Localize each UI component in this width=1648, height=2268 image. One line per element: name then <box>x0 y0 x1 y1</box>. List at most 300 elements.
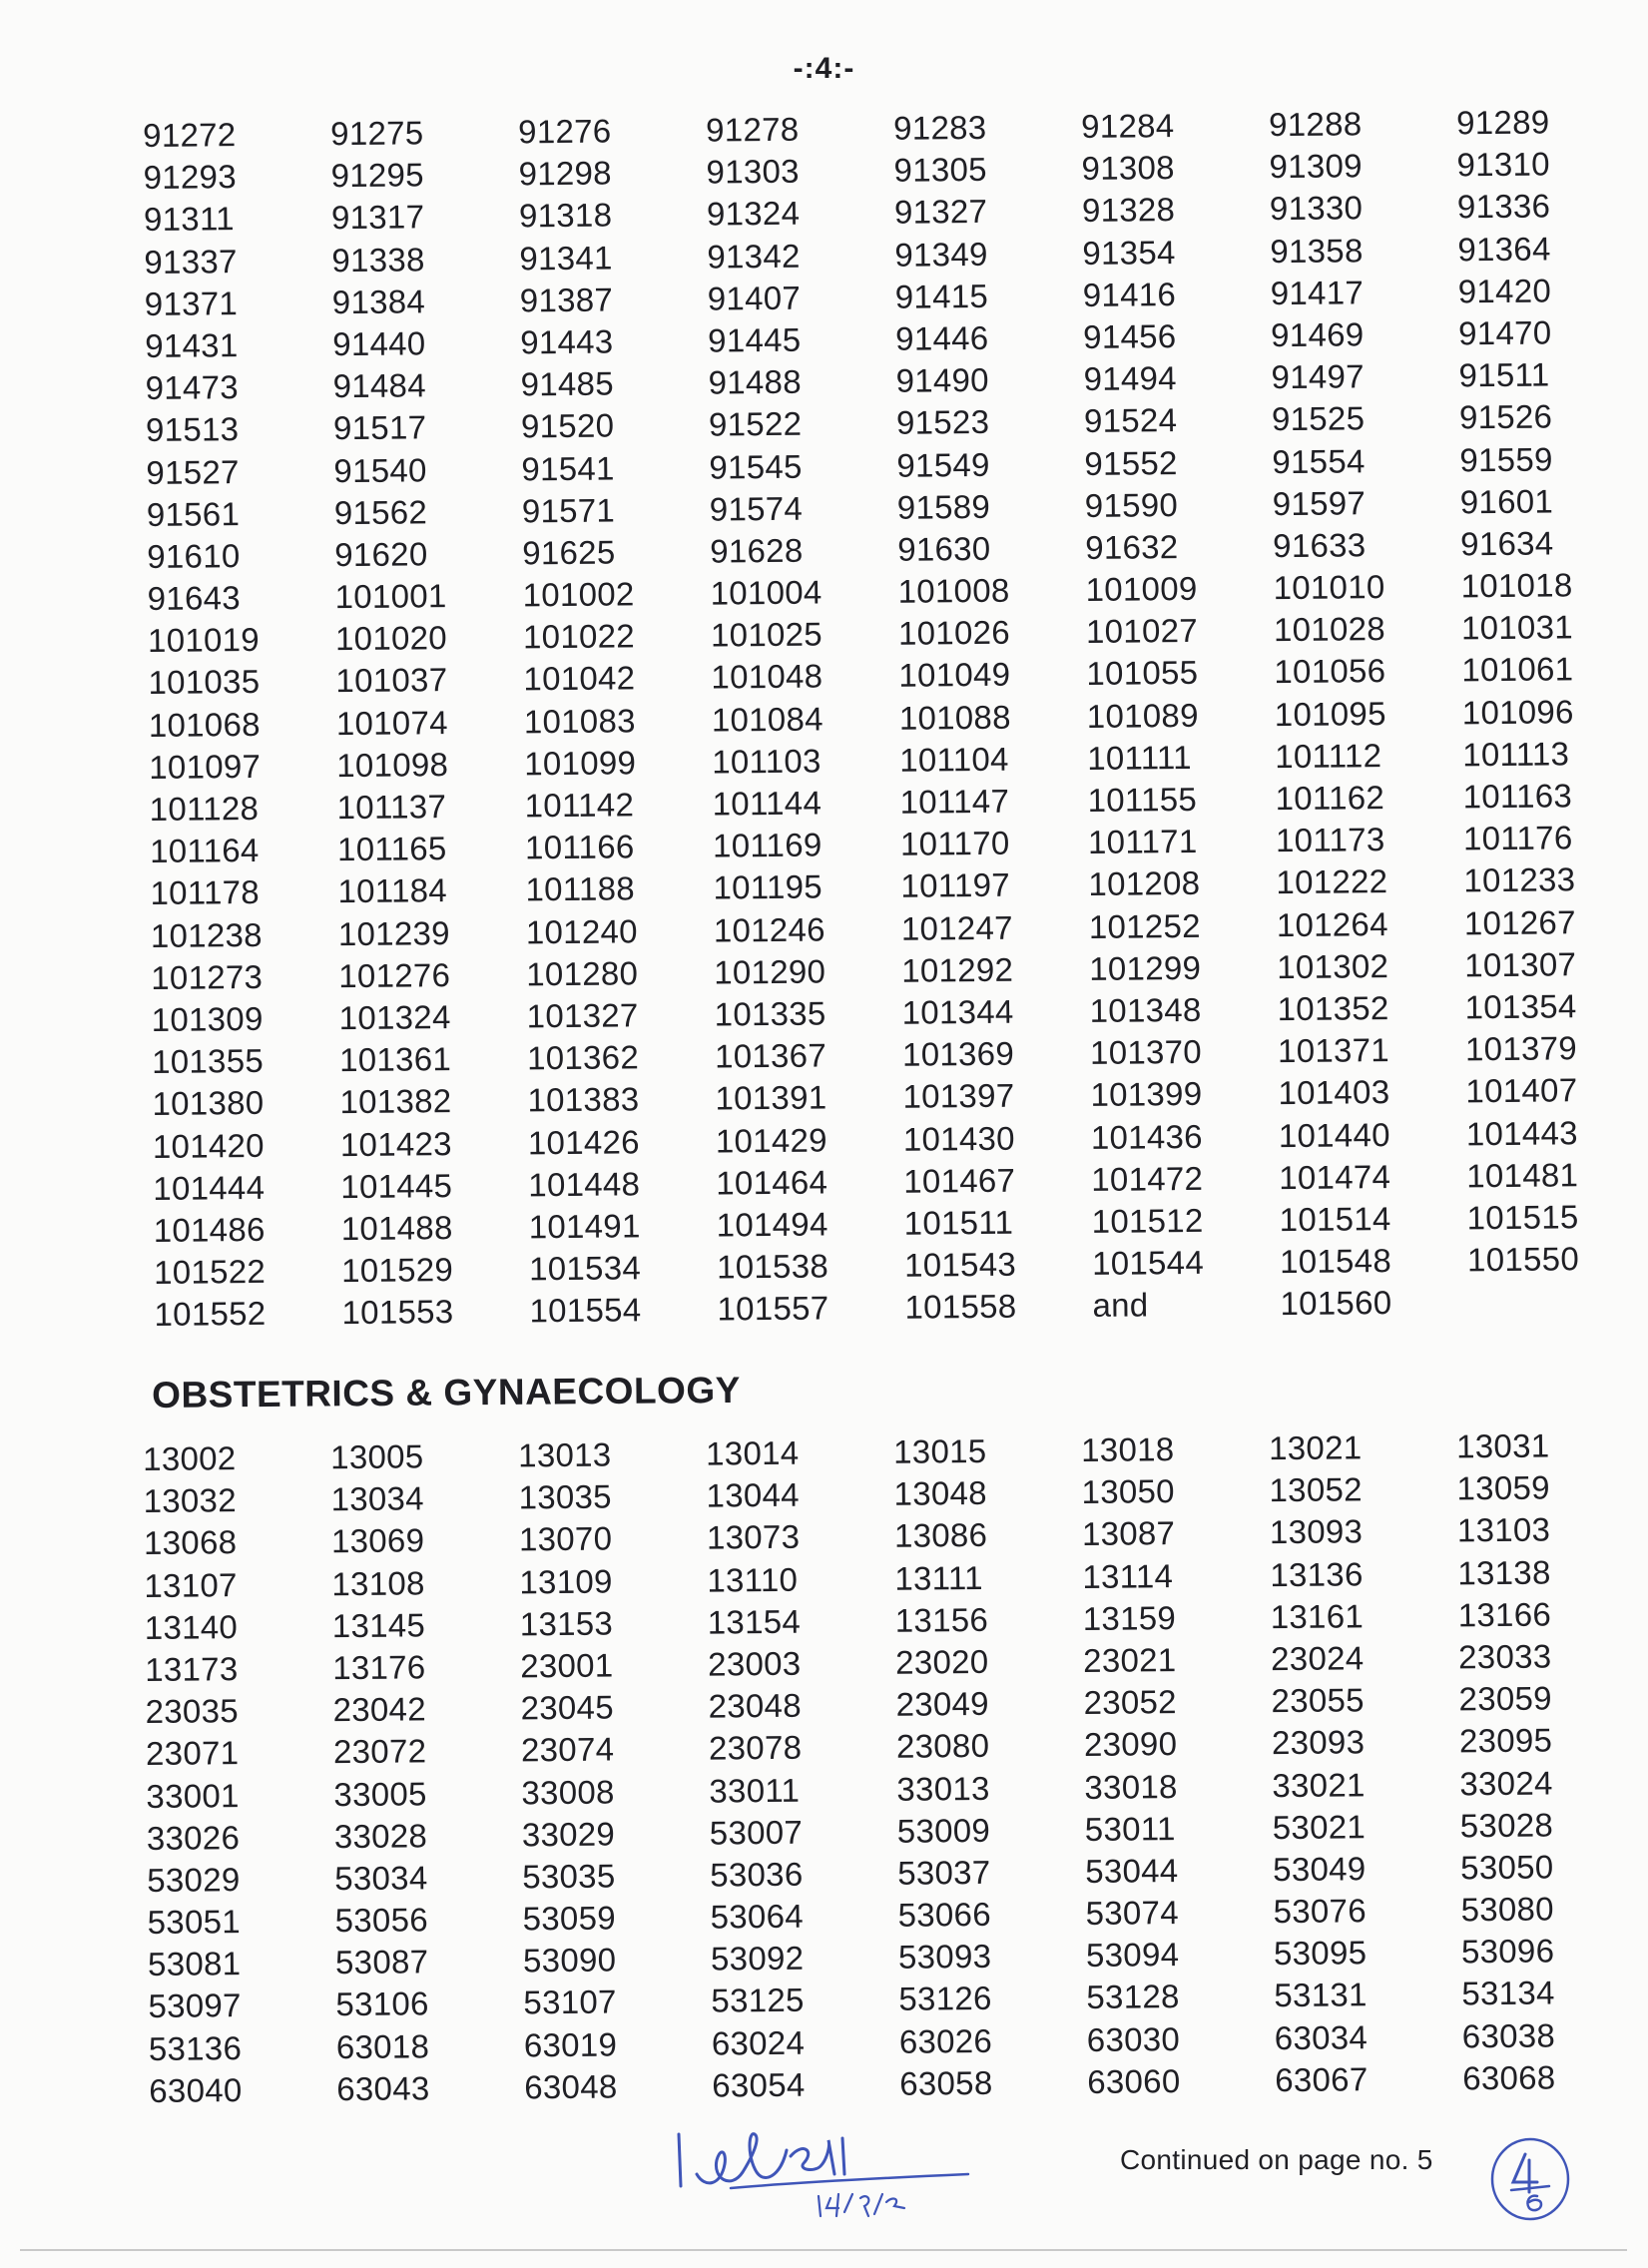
roll-number: 91590 <box>1084 485 1179 524</box>
roll-number: 101098 <box>336 745 449 784</box>
roll-number <box>1467 1280 1648 1324</box>
roll-number: 91415 <box>894 277 989 315</box>
roll-number: 53049 <box>1273 1850 1367 1889</box>
roll-number: 101084 <box>711 700 824 739</box>
roll-number: 101022 <box>522 617 636 656</box>
roll-number: 23078 <box>708 1728 803 1767</box>
roll-number: 101558 <box>904 1287 1017 1326</box>
roll-number: 91488 <box>708 362 803 401</box>
roll-number: 101391 <box>715 1078 827 1117</box>
roll-number: 13044 <box>706 1475 801 1514</box>
roll-number: 53074 <box>1085 1894 1180 1933</box>
roll-number: 91559 <box>1459 439 1553 478</box>
roll-number: 91490 <box>895 360 990 399</box>
roll-number: 101436 <box>1090 1117 1203 1156</box>
roll-number: 53126 <box>898 1980 992 2018</box>
roll-number: 13138 <box>1457 1553 1551 1591</box>
roll-number: 53134 <box>1461 1974 1555 2012</box>
roll-number: 101307 <box>1464 945 1577 984</box>
roll-number: 33018 <box>1084 1767 1178 1806</box>
roll-number: 63024 <box>711 2023 806 2062</box>
roll-number: 101095 <box>1274 694 1386 733</box>
obstetrics-roll-number-list <box>143 1424 1596 2112</box>
roll-number: 101467 <box>903 1161 1016 1200</box>
roll-number: 101276 <box>338 955 451 994</box>
roll-number: 23071 <box>145 1734 240 1773</box>
roll-number: 91473 <box>145 368 240 407</box>
roll-number: 101429 <box>715 1120 827 1160</box>
roll-number: 101247 <box>900 908 1013 947</box>
roll-number: 91494 <box>1083 359 1178 398</box>
roll-number: 63054 <box>712 2065 806 2104</box>
roll-number: 101113 <box>1462 735 1570 774</box>
roll-number: 101155 <box>1087 780 1198 819</box>
roll-number: 101273 <box>151 957 264 996</box>
roll-number: 91540 <box>333 450 427 489</box>
roll-number: 53096 <box>1460 1932 1555 1971</box>
roll-number: 63038 <box>1461 2016 1556 2054</box>
roll-number: 91283 <box>892 108 987 147</box>
roll-number: 91524 <box>1083 401 1178 440</box>
roll-number: 53094 <box>1085 1936 1180 1975</box>
roll-number: 101430 <box>902 1119 1015 1158</box>
roll-number: 13034 <box>330 1479 425 1518</box>
roll-number: 101443 <box>1465 1113 1578 1152</box>
roll-number: 101169 <box>712 826 823 864</box>
roll-number: 23049 <box>895 1684 990 1723</box>
roll-number: 13110 <box>707 1560 799 1599</box>
roll-number: 33013 <box>896 1769 990 1808</box>
section-heading: OBSTETRICS & GYNAECOLOGY <box>152 1369 741 1416</box>
roll-number: 91327 <box>893 193 988 232</box>
roll-number: 101055 <box>1086 654 1199 693</box>
roll-number: 91354 <box>1082 233 1176 272</box>
roll-number: 101548 <box>1279 1242 1392 1281</box>
roll-number: 101554 <box>529 1291 642 1330</box>
roll-number: 91417 <box>1270 274 1365 311</box>
roll-number: 101233 <box>1463 860 1576 899</box>
roll-number: 13002 <box>143 1439 237 1477</box>
roll-number: 13161 <box>1270 1597 1365 1635</box>
roll-number: 53011 <box>1084 1809 1176 1848</box>
roll-number: 13073 <box>706 1518 801 1556</box>
roll-number: 101103 <box>712 742 822 781</box>
roll-number: 13059 <box>1456 1468 1550 1507</box>
roll-number: 101420 <box>152 1126 266 1165</box>
roll-number: 53028 <box>1459 1806 1554 1845</box>
roll-number: 53044 <box>1085 1851 1179 1890</box>
roll-number: 101074 <box>335 703 448 742</box>
roll-number: 91308 <box>1081 149 1175 188</box>
roll-number: 13107 <box>144 1565 238 1604</box>
roll-number: 101035 <box>148 663 261 702</box>
roll-number: 101407 <box>1465 1071 1578 1110</box>
roll-number: 91303 <box>706 152 801 191</box>
roll-number: 23048 <box>708 1686 803 1725</box>
roll-number: 23021 <box>1083 1641 1177 1679</box>
roll-number: 101553 <box>341 1293 454 1332</box>
roll-number: 101491 <box>528 1207 641 1246</box>
roll-number: 91625 <box>522 533 616 572</box>
roll-number: 101529 <box>340 1251 454 1290</box>
roll-number: 63019 <box>523 2025 618 2063</box>
roll-number: 101440 <box>1278 1115 1390 1154</box>
roll-number: 13093 <box>1269 1512 1364 1551</box>
roll-number: 101171 <box>1087 823 1198 861</box>
roll-number: 91317 <box>330 198 425 237</box>
roll-number: 33008 <box>521 1772 615 1811</box>
roll-number: 101162 <box>1275 779 1385 818</box>
roll-number: 101042 <box>523 659 636 698</box>
roll-number: 91549 <box>896 445 990 484</box>
roll-number: 101019 <box>147 621 261 660</box>
roll-number: 91525 <box>1271 399 1366 438</box>
roll-number: 91328 <box>1081 191 1176 230</box>
roll-number: 101128 <box>149 789 260 828</box>
roll-number: 101399 <box>1090 1075 1203 1114</box>
roll-number: 101397 <box>902 1076 1015 1116</box>
roll-number: 53029 <box>147 1860 241 1899</box>
roll-number: 91527 <box>146 452 240 491</box>
roll-number: 101104 <box>899 740 1009 779</box>
roll-number: 101166 <box>524 828 635 866</box>
roll-number: 101355 <box>151 1042 265 1081</box>
roll-number: 91574 <box>709 489 804 528</box>
roll-number: 91288 <box>1268 105 1363 144</box>
roll-number: 101552 <box>154 1295 267 1334</box>
roll-number: 33021 <box>1272 1765 1366 1804</box>
roll-number: 91485 <box>520 364 615 403</box>
roll-number: 101560 <box>1280 1284 1392 1323</box>
roll-number: 23093 <box>1271 1723 1366 1762</box>
roll-number: 13014 <box>705 1433 800 1472</box>
roll-number: 91310 <box>1456 145 1550 184</box>
roll-number: 101239 <box>337 913 450 952</box>
roll-number: 101302 <box>1277 946 1389 985</box>
roll-number: 53056 <box>334 1901 429 1940</box>
roll-number: 91289 <box>1455 103 1550 142</box>
roll-number: 63040 <box>149 2070 243 2109</box>
continued-note: Continued on page no. 5 <box>1120 2144 1433 2175</box>
roll-number: 53107 <box>523 1983 617 2021</box>
roll-number: 91358 <box>1270 231 1364 270</box>
roll-number: 101018 <box>1460 566 1573 605</box>
roll-number: 13086 <box>893 1516 988 1555</box>
roll-number: 91284 <box>1080 107 1175 145</box>
roll-number: 101445 <box>340 1166 453 1205</box>
roll-number: 101290 <box>714 952 826 991</box>
roll-number: 63026 <box>898 2021 993 2060</box>
roll-number: 101444 <box>153 1168 266 1207</box>
roll-number: 91342 <box>707 237 801 276</box>
roll-number: 23090 <box>1083 1725 1178 1764</box>
roll-number: 23033 <box>1457 1637 1552 1676</box>
roll-number: 13166 <box>1457 1595 1552 1634</box>
roll-number: 91630 <box>897 529 991 568</box>
roll-number: 13013 <box>518 1435 612 1474</box>
roll-number: 91523 <box>895 403 990 442</box>
roll-number: 91620 <box>334 535 428 574</box>
roll-number: 53087 <box>334 1943 429 1982</box>
roll-number: 91445 <box>708 320 802 359</box>
roll-number: 63034 <box>1274 2017 1369 2056</box>
roll-number: 101327 <box>526 996 639 1035</box>
roll-number: 53136 <box>148 2028 243 2067</box>
roll-number: 13052 <box>1269 1470 1363 1509</box>
roll-number: 91364 <box>1457 230 1551 268</box>
roll-number: 91336 <box>1456 187 1551 226</box>
roll-number: 53050 <box>1460 1848 1554 1887</box>
roll-number: 101137 <box>336 788 447 827</box>
roll-number: 101423 <box>339 1124 453 1163</box>
roll-number: 101252 <box>1088 906 1201 945</box>
roll-number: 91597 <box>1272 483 1367 522</box>
roll-number: 33026 <box>146 1818 241 1857</box>
roll-number: 101344 <box>901 992 1014 1031</box>
roll-number: 23052 <box>1083 1683 1178 1722</box>
roll-number: 101238 <box>150 915 263 954</box>
roll-number: 13035 <box>518 1477 613 1516</box>
roll-number: 101028 <box>1273 610 1386 649</box>
roll-number: 101147 <box>899 782 1010 821</box>
roll-number: 91552 <box>1084 443 1178 482</box>
roll-number: 91298 <box>518 154 613 193</box>
roll-number: 63067 <box>1275 2060 1369 2098</box>
roll-number: 91541 <box>521 448 615 487</box>
roll-number: 13154 <box>707 1602 802 1641</box>
roll-number: 101164 <box>149 832 260 870</box>
roll-number: 101362 <box>526 1038 640 1077</box>
roll-number: 13018 <box>1080 1430 1175 1468</box>
roll-number: 53064 <box>710 1897 805 1936</box>
roll-number: 13114 <box>1082 1556 1174 1595</box>
roll-number: 101264 <box>1276 904 1388 943</box>
roll-number: 91387 <box>519 281 614 319</box>
roll-number: 101025 <box>710 615 824 654</box>
roll-number: 63060 <box>1087 2061 1181 2100</box>
roll-number: 91318 <box>518 196 613 235</box>
roll-number: 101049 <box>898 656 1011 695</box>
roll-number: 101002 <box>522 575 635 614</box>
roll-number: 101426 <box>527 1122 640 1161</box>
roll-number: 101027 <box>1085 612 1199 651</box>
roll-number: 101026 <box>897 613 1011 653</box>
roll-number: 101544 <box>1091 1243 1205 1282</box>
roll-number: 91420 <box>1457 272 1552 310</box>
roll-number-list <box>143 101 1602 1336</box>
roll-number: 91337 <box>144 242 238 281</box>
roll-number: 101367 <box>714 1036 827 1075</box>
roll-number: 101010 <box>1273 568 1385 607</box>
roll-number: 101088 <box>898 698 1011 737</box>
roll-number: 101299 <box>1089 948 1202 987</box>
roll-number: 23020 <box>895 1642 989 1681</box>
roll-number: 91324 <box>706 195 801 233</box>
roll-number: 13069 <box>330 1521 425 1560</box>
roll-number: 53131 <box>1274 1976 1368 2014</box>
roll-number: 23024 <box>1270 1639 1365 1678</box>
roll-number: 91272 <box>143 116 237 154</box>
roll-number: 53092 <box>710 1939 805 1978</box>
roll-number: 91545 <box>709 447 803 486</box>
roll-number: 63018 <box>335 2026 430 2065</box>
roll-number: 53093 <box>897 1938 992 1977</box>
roll-number: 91416 <box>1082 275 1177 313</box>
roll-number: 23072 <box>332 1732 427 1771</box>
roll-number: 101348 <box>1089 990 1202 1029</box>
roll-number: 91431 <box>145 326 239 364</box>
roll-number: 91446 <box>895 318 989 357</box>
roll-number: 91341 <box>519 239 613 277</box>
roll-number: 91610 <box>147 536 241 575</box>
roll-number: 101494 <box>716 1205 828 1244</box>
roll-number: 91484 <box>332 366 427 405</box>
roll-number: 13031 <box>1455 1426 1550 1465</box>
roll-number: 53090 <box>522 1941 617 1980</box>
roll-number: 91295 <box>330 156 425 195</box>
roll-number: 91571 <box>521 491 616 530</box>
roll-number: 101173 <box>1275 821 1385 859</box>
roll-number: 13108 <box>331 1563 425 1602</box>
roll-number: 101382 <box>339 1082 452 1121</box>
roll-number: 13087 <box>1081 1514 1176 1553</box>
roll-number: 53128 <box>1086 1978 1180 2016</box>
roll-number: 101188 <box>525 869 636 908</box>
roll-number: 13070 <box>518 1519 613 1558</box>
roll-number: 23095 <box>1458 1721 1553 1760</box>
roll-number: 53034 <box>334 1859 428 1898</box>
roll-number: 63068 <box>1462 2058 1556 2097</box>
roll-number: 53080 <box>1460 1890 1555 1929</box>
roll-number: 13156 <box>894 1600 989 1639</box>
roll-number: 101246 <box>713 910 825 949</box>
roll-number: 23080 <box>895 1727 990 1766</box>
roll-number: 101165 <box>336 830 447 868</box>
roll-number: 53095 <box>1273 1934 1368 1973</box>
roll-number: 101097 <box>149 747 262 786</box>
roll-number: 33028 <box>333 1816 428 1855</box>
roll-number: 101474 <box>1279 1157 1391 1196</box>
roll-number: 101511 <box>903 1203 1014 1242</box>
roll-number: 91275 <box>330 114 424 153</box>
roll-number: 91632 <box>1085 527 1179 566</box>
roll-number: 91407 <box>707 279 802 317</box>
roll-number: 101020 <box>334 619 448 658</box>
roll-number: 101380 <box>152 1084 265 1123</box>
roll-number: 101292 <box>901 950 1014 989</box>
roll-number: 53035 <box>522 1857 616 1896</box>
roll-number: 91511 <box>1458 355 1550 394</box>
roll-number: 91517 <box>332 408 427 447</box>
roll-number: 101354 <box>1464 987 1577 1026</box>
roll-number: 101068 <box>148 705 261 744</box>
roll-number: 91554 <box>1272 441 1366 480</box>
roll-number: 91330 <box>1269 189 1364 228</box>
roll-number: 101543 <box>903 1245 1017 1284</box>
roll-number: 13048 <box>893 1474 988 1512</box>
handwritten-signature <box>669 2116 1028 2226</box>
roll-number: 13015 <box>892 1431 987 1470</box>
roll-number: 13159 <box>1082 1598 1177 1637</box>
roll-number: 101352 <box>1277 988 1389 1028</box>
roll-number: 101240 <box>525 911 638 950</box>
roll-number: 53051 <box>147 1903 242 1942</box>
roll-number: 101111 <box>1087 738 1192 777</box>
roll-number: 63030 <box>1086 2019 1181 2058</box>
roll-number: 13021 <box>1268 1428 1363 1467</box>
roll-number: 91338 <box>331 240 425 279</box>
roll-number: 101403 <box>1278 1073 1390 1112</box>
roll-number: and <box>1092 1286 1149 1325</box>
roll-number: 91561 <box>146 494 241 533</box>
roll-number: 53097 <box>148 1986 242 2025</box>
roll-number: 101369 <box>901 1034 1015 1073</box>
roll-number: 53009 <box>896 1811 991 1850</box>
roll-number: 53007 <box>709 1813 804 1852</box>
roll-number: 13140 <box>144 1607 239 1646</box>
roll-number: 101142 <box>524 786 635 825</box>
roll-number: 63048 <box>524 2067 618 2106</box>
roll-number: 91522 <box>708 404 803 443</box>
roll-number: 101371 <box>1277 1031 1390 1070</box>
roll-number: 101163 <box>1462 777 1573 816</box>
roll-number: 101222 <box>1276 862 1388 901</box>
roll-number: 91520 <box>520 406 615 445</box>
roll-number: 91371 <box>144 284 239 322</box>
roll-number: 101176 <box>1462 819 1573 857</box>
roll-number: 101184 <box>337 871 448 910</box>
roll-number: 23001 <box>520 1646 614 1685</box>
roll-number: 101280 <box>526 954 639 993</box>
roll-number: 101178 <box>150 873 261 912</box>
roll-number: 101048 <box>711 657 824 696</box>
roll-number: 101267 <box>1463 902 1576 941</box>
roll-number: 101001 <box>334 577 447 616</box>
roll-number: 13145 <box>331 1606 426 1644</box>
roll-number: 91643 <box>147 579 242 618</box>
roll-number: 33001 <box>146 1776 240 1815</box>
roll-number: 13176 <box>332 1648 426 1687</box>
bottom-rule <box>20 2249 1627 2251</box>
roll-number: 53106 <box>335 1984 429 2023</box>
roll-number: 53076 <box>1273 1892 1368 1931</box>
roll-number: 91562 <box>333 492 428 531</box>
roll-number: 101488 <box>340 1208 453 1248</box>
roll-number: 91601 <box>1459 482 1554 521</box>
roll-number: 33011 <box>709 1771 801 1810</box>
roll-number: 101037 <box>335 661 448 700</box>
page-mark-circle <box>1485 2134 1575 2224</box>
roll-number: 91384 <box>331 283 426 320</box>
roll-number: 53125 <box>711 1982 805 2019</box>
roll-number: 13068 <box>143 1523 238 1562</box>
roll-number: 91276 <box>518 112 612 151</box>
roll-number: 101486 <box>153 1210 266 1249</box>
roll-number: 101004 <box>710 573 823 612</box>
roll-number: 101515 <box>1466 1198 1579 1237</box>
roll-number: 101089 <box>1086 696 1199 735</box>
roll-number: 91469 <box>1270 315 1365 354</box>
roll-number: 101170 <box>899 824 1010 862</box>
roll-number: 101099 <box>524 744 637 783</box>
roll-number: 101324 <box>338 998 451 1037</box>
roll-number: 53081 <box>147 1945 242 1984</box>
roll-number: 91456 <box>1083 317 1177 355</box>
roll-number: 91526 <box>1458 397 1553 436</box>
roll-number: 101056 <box>1274 652 1386 691</box>
roll-number: 101514 <box>1279 1199 1391 1238</box>
roll-number: 13111 <box>894 1558 983 1597</box>
